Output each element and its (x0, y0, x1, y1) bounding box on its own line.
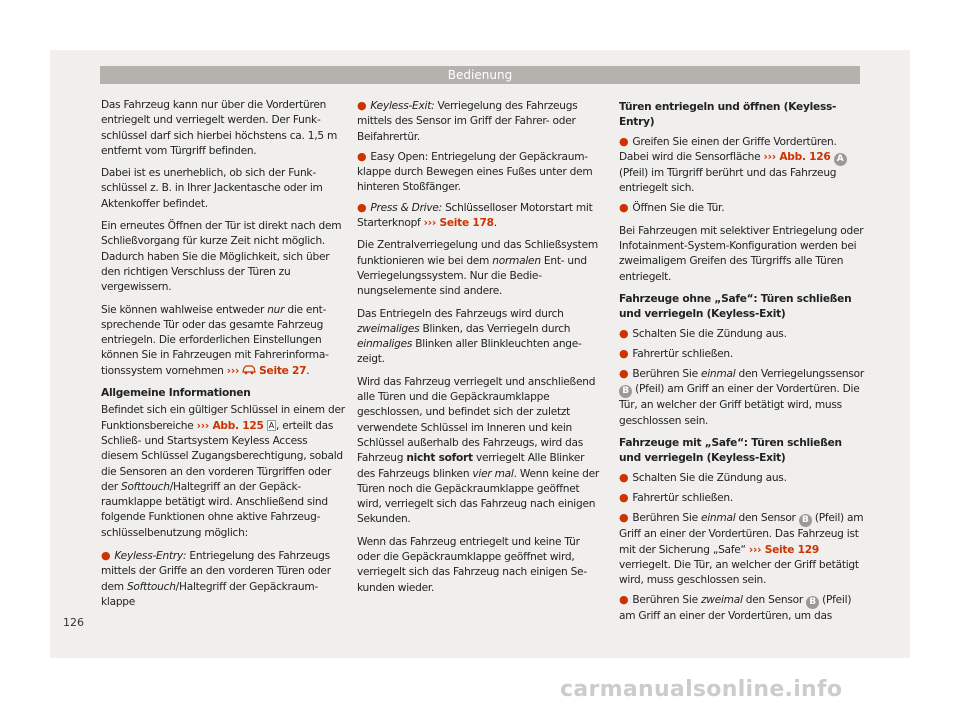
text-italic: einmal (700, 512, 736, 525)
watermark: carmanualsonline.info (560, 677, 843, 702)
text: verriegelt. Die Tür, an welcher der Griff betätigt wird, muss geschlossen sein. (619, 558, 859, 587)
car-icon (241, 364, 257, 375)
column-3 (619, 98, 865, 629)
text: Berühren Sie (632, 512, 701, 525)
marker-b-icon: B (799, 514, 812, 527)
figure-tag: A (268, 420, 274, 430)
paragraph (357, 307, 603, 368)
section-heading: Fahrzeuge mit „Safe“: Türen schließen und verriegeln (Keyless-Exit) (619, 437, 842, 465)
bullet-item (101, 548, 347, 610)
bullet-icon: ● (619, 367, 629, 381)
paragraph (101, 403, 347, 541)
text: Schlüsselloser Motorstart mit Starterknopf (357, 201, 593, 230)
bullet-icon: ● (619, 201, 629, 215)
text: /Haltegriff der Gepäckraumklappe (101, 580, 319, 608)
marker-b-icon: B (806, 596, 819, 609)
text-italic: Softtouch (126, 580, 176, 593)
page-header: Bedienung (100, 66, 860, 84)
text: den Sensor (735, 512, 799, 525)
bullet-item (619, 366, 865, 429)
figure-link[interactable]: Abb. 126 (779, 150, 831, 163)
text: Schalten Sie die Zündung aus. (632, 471, 787, 484)
text: Entriegelung des Fahrzeugs mittels der Griffe an den vorderen Türen oder dem (101, 550, 331, 593)
marker-a-icon: A (834, 153, 847, 166)
bullet-item (619, 510, 865, 588)
page-link[interactable]: Seite 27 (259, 364, 307, 377)
paragraph: Das Fahrzeug kann nur über die Vordertüren entriegelt und verriegelt werden. Der Funkschlüssel darf sich hierbei höchstens ca. 1,5 m entfernt vom Türgriff befinden. (101, 99, 338, 157)
text: verriegelt Alle Blinker des Fahrzeugs blinken (357, 452, 585, 480)
section-heading: Allgemeine Informationen (101, 387, 251, 400)
chevron-icon: ››› (226, 364, 240, 377)
text: /Haltegriff an der Gepäckraumklappe betätigt wird. Anschließend sind folgende Funktionen ohne aktive Fahrzeugschlüsselbenutzung möglich: (101, 480, 328, 539)
bullet-icon: ● (619, 511, 629, 525)
chevron-icon: ››› (748, 543, 765, 556)
text: Das Entriegeln des Fahrzeugs wird durch (357, 307, 564, 320)
bullet-item (619, 346, 865, 362)
paragraph: Bei Fahrzeugen mit selektiver Entriegelung oder Infotainment-System-Konfiguration werden bei zweimaligem Greifen des Türgriffs alle Türen entriegelt. (619, 224, 864, 283)
text: . (493, 217, 497, 230)
text: den Sensor (742, 594, 807, 607)
bullet-item (619, 200, 865, 216)
text: Greifen Sie einen der Griffe Vordertüren. Dabei wird die Sensorfläche (619, 135, 837, 163)
paragraph (357, 375, 603, 528)
text: Befindet sich ein gültiger Schlüssel in einem der Funktionsbereiche (101, 404, 345, 432)
bullet-icon: ● (101, 549, 111, 563)
text: Schalten Sie die Zündung aus. (632, 327, 787, 340)
column-2 (357, 98, 603, 603)
text: Berühren Sie (632, 594, 701, 607)
page-number: 126 (63, 616, 84, 629)
bullet-icon: ● (619, 346, 629, 360)
bullet-item (357, 149, 603, 196)
bullet-item (619, 134, 865, 197)
text: Fahrertür schließen. (632, 491, 734, 504)
bullet-item (619, 490, 865, 506)
text: (Pfeil) am Griff an einer der Vordertüren. Das Fahrzeug ist mit der Sicherung „Safe“ (619, 512, 864, 556)
bullet-icon: ● (357, 149, 367, 163)
text-italic: Keyless-Exit: (370, 100, 435, 112)
page-link[interactable]: Seite 129 (764, 543, 819, 556)
text: Blinken aller Blinkleuchten angezeigt. (357, 338, 582, 366)
bullet-icon: ● (619, 470, 629, 484)
text: Berühren Sie (632, 368, 701, 381)
chevron-icon: ››› (423, 217, 440, 230)
text: . (306, 364, 310, 377)
text-italic: zweimal (700, 594, 743, 607)
text-italic: Press & Drive: (370, 201, 442, 214)
bullet-item (619, 470, 865, 486)
text: Blinken, das Verriegeln durch (419, 322, 571, 335)
figure-link[interactable]: Abb. 125 (212, 419, 264, 432)
text: Die Zentralverriegelung und das Schließsystem funktionieren wie bei dem (357, 239, 598, 267)
text: Fahrertür schließen. (632, 347, 734, 360)
paragraph (357, 238, 603, 299)
text: (Pfeil) am Griff an einer der Vordertüren. Die Tür, an welcher der Griff betätigt wird, muss geschlossen sein. (619, 383, 860, 427)
chevron-icon: ››› (196, 419, 213, 432)
text: die entsprechende Tür oder das gesamte Fahrzeug entriegeln. Die erforderlichen Einstellungen können Sie in Fahrzeugen mit Fahrerinformationssystem vornehmen (101, 303, 329, 377)
text-italic: vier mal (472, 467, 514, 480)
text: Verriegelung des Fahrzeugs mittels des Sensor im Griff der Fahrer- oder Beifahrertür. (357, 100, 578, 143)
text-italic: einmaliges (357, 338, 413, 351)
text: . Wenn keine der Türen noch die Gepäckraumklappe geöffnet wird, verriegelt sich das Fahrzeug nach einigen Sekunden. (357, 467, 599, 526)
text-italic: normalen (492, 254, 541, 267)
text: Öffnen Sie die Tür. (632, 202, 725, 215)
paragraph: Wenn das Fahrzeug entriegelt und keine Tür oder die Gepäckraumklappe geöffnet wird, verriegelt sich das Fahrzeug nach einigen Sekunden wieder. (357, 535, 588, 594)
column-1 (101, 98, 347, 614)
marker-b-icon: B (619, 385, 632, 398)
text: (Pfeil) am Griff an einer der Vordertüren, um das (619, 594, 852, 623)
paragraph: Dabei ist es unerheblich, ob sich der Funkschlüssel z. B. in Ihrer Jackentasche oder im Aktenkoffer befindet. (101, 167, 323, 210)
bullet-icon: ● (357, 99, 367, 112)
bullet-icon: ● (619, 490, 629, 504)
text: Sie können wahlweise entweder (101, 303, 268, 316)
text-italic: nur (267, 303, 285, 316)
bullet-item (357, 98, 603, 145)
text-bold: nicht sofort (406, 452, 473, 465)
bullet-icon: ● (619, 134, 629, 148)
text-italic: Keyless-Entry: (114, 550, 187, 563)
bullet-icon: ● (357, 200, 367, 214)
text: (Pfeil) im Türgriff berührt und das Fahrzeug entriegelt sich. (619, 166, 837, 195)
paragraph: Ein erneutes Öffnen der Tür ist direkt nach dem Schließvorgang für kurze Zeit nicht möglich. Dadurch haben Sie die Möglichkeit, sich über den richtigen Verschluss der Türen zu vergewissern. (101, 220, 342, 294)
text: den Verriegelungssensor (735, 368, 864, 381)
bullet-item (357, 200, 603, 232)
text-italic: einmal (700, 368, 736, 381)
bullet-item (619, 592, 865, 624)
text: , erteilt das Schließ- und Startsystem Keyless Access diesem Schlüssel Zugangsberechtigung, sobald die Sensoren an den vorderen Türgriffen oder der (101, 419, 343, 493)
bullet-item (619, 326, 865, 342)
section-heading: Türen entriegeln und öffnen (Keyless-Entry) (619, 101, 837, 129)
paragraph (101, 303, 347, 379)
text-italic: zweimaliges (357, 322, 420, 335)
section-heading: Fahrzeuge ohne „Safe“: Türen schließen und verriegeln (Keyless-Exit) (619, 292, 852, 321)
bullet-icon: ● (619, 326, 629, 340)
text: Wird das Fahrzeug verriegelt und anschließend alle Türen und die Gepäckraumklappe geschlossen, und befindet sich der zuletzt verwendete Schlüssel im Inneren und kein Schlüssel außerhalb des Fahrzeugs, wird das Fahrzeug (357, 375, 596, 465)
bullet-icon: ● (619, 593, 629, 607)
chevron-icon: ››› (763, 150, 780, 163)
text-italic: Softtouch (120, 480, 170, 493)
page-link[interactable]: Seite 178 (439, 217, 494, 230)
text: Easy Open: Entriegelung der Gepäckraumklappe durch Bewegen eines Fußes unter dem hinteren Stoßfänger. (357, 150, 593, 194)
text: Ent- und Verriegelungssystem. Nur die Bedienungselemente sind andere. (357, 254, 587, 298)
